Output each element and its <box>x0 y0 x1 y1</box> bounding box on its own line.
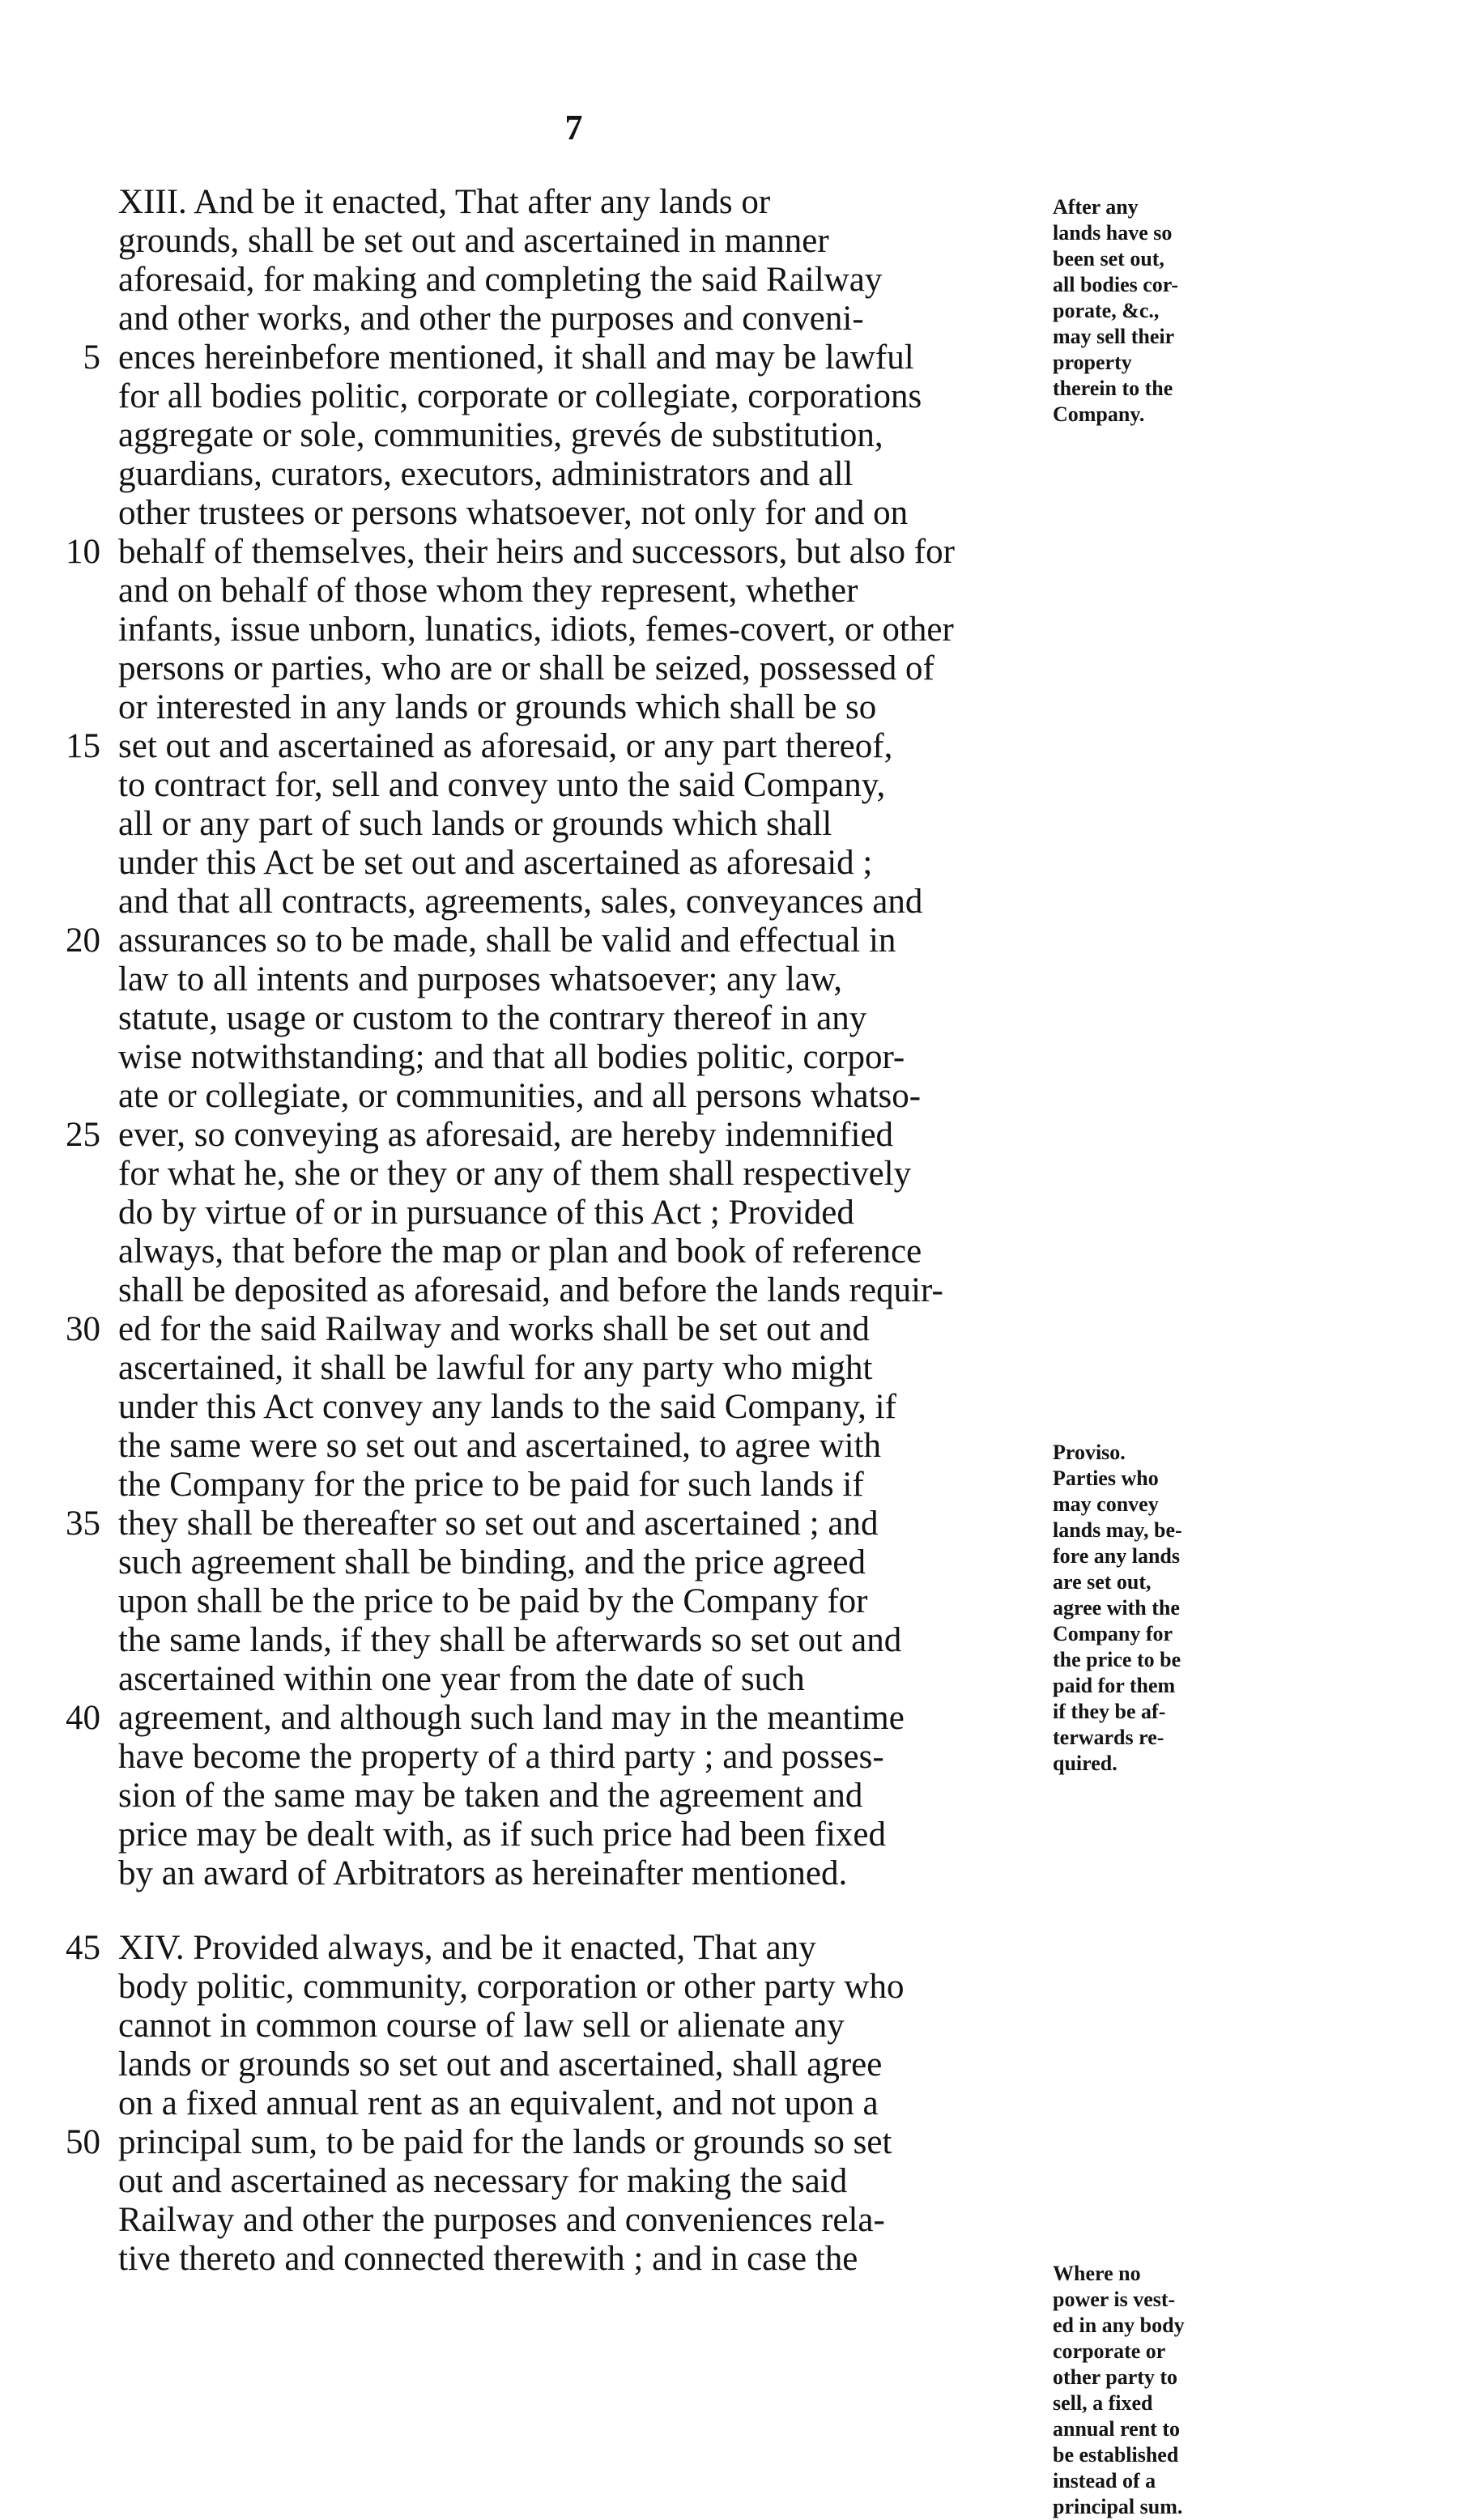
margin-note-line: Parties who <box>1053 1466 1159 1490</box>
text-line <box>118 2084 1037 2123</box>
line-text: have become the property of a third party ; and posses- <box>118 1738 884 1776</box>
line-text: persons or parties, who are or shall be seized, possessed of <box>118 649 934 687</box>
text-line <box>118 1466 1037 1505</box>
margin-note-line: ed in any body <box>1053 2314 1185 2337</box>
text-line <box>118 261 1037 300</box>
line-number: 45 <box>66 1929 100 1967</box>
line-number: 25 <box>66 1116 100 1154</box>
line-text: the same lands, if they shall be afterwards so set out and <box>118 1621 902 1659</box>
line-text: and other works, and other the purposes and conveni- <box>118 300 864 338</box>
text-line <box>118 2045 1037 2084</box>
text-line <box>118 300 1037 338</box>
line-number: 15 <box>66 727 100 765</box>
text-line <box>66 1116 1037 1155</box>
line-text: lands or grounds so set out and ascertained, shall agree <box>118 2045 883 2084</box>
margin-note <box>1053 2261 1185 2520</box>
margin-note-line: power is vest- <box>1053 2288 1176 2311</box>
text-line <box>66 2123 1037 2162</box>
text-line <box>118 999 1037 1038</box>
text-line <box>118 844 1037 883</box>
line-text: aggregate or sole, communities, grevés de substitution, <box>118 416 883 454</box>
text-line <box>66 1699 1037 1738</box>
text-line <box>118 1194 1037 1232</box>
line-text: ed for the said Railway and works shall be set out and <box>118 1310 870 1348</box>
line-text: out and ascertained as necessary for making the said <box>118 2162 848 2200</box>
line-text: infants, issue unborn, lunatics, idiots, femes-covert, or other <box>118 611 954 649</box>
line-text: set out and ascertained as aforesaid, or any part thereof, <box>118 727 893 765</box>
text-line <box>118 416 1037 455</box>
margin-note-line: Proviso. <box>1053 1441 1126 1464</box>
line-text: or interested in any lands or grounds which shall be so <box>118 688 877 726</box>
line-text: wise notwithstanding; and that all bodies politic, corpor- <box>118 1038 905 1076</box>
line-text: law to all intents and purposes whatsoever; any law, <box>118 960 843 998</box>
text-line <box>66 1310 1037 1349</box>
text-line <box>118 1232 1037 1271</box>
line-number: 20 <box>66 922 100 960</box>
line-text: XIV. Provided always, and be it enacted, That any <box>118 1929 816 1967</box>
line-text: XIII. And be it enacted, That after any lands or <box>118 183 771 221</box>
line-text: sion of the same may be taken and the agreement and <box>118 1777 863 1815</box>
margin-note-line: therein to the <box>1053 377 1173 400</box>
text-line <box>118 1077 1037 1116</box>
text-line <box>118 2201 1037 2240</box>
text-line <box>118 1816 1037 1854</box>
text-line <box>118 1854 1037 1893</box>
line-text: for all bodies politic, corporate or collegiate, corporations <box>118 377 922 415</box>
line-text: body politic, community, corporation or other party who <box>118 1968 905 2006</box>
text-line <box>83 338 1037 377</box>
line-text: for what he, she or they or any of them shall respectively <box>118 1155 912 1193</box>
text-line <box>118 1968 1037 2007</box>
line-text: guardians, curators, executors, administrators and all <box>118 455 854 493</box>
text-line <box>118 1427 1037 1466</box>
margin-note-line: lands have so <box>1053 221 1173 245</box>
margin-note-line: annual rent to <box>1053 2417 1180 2441</box>
margin-note-line: all bodies cor- <box>1053 273 1179 296</box>
text-line <box>118 1038 1037 1077</box>
line-text: do by virtue of or in pursuance of this Act ; Provided <box>118 1194 854 1232</box>
line-text: the Company for the price to be paid for such lands if <box>118 1466 864 1504</box>
text-line <box>66 533 1037 572</box>
text-line <box>118 1738 1037 1777</box>
line-text: ascertained, it shall be lawful for any party who might <box>118 1349 873 1387</box>
line-text: to contract for, sell and convey unto the said Company, <box>118 766 886 804</box>
line-number: 40 <box>66 1699 100 1737</box>
line-text: and that all contracts, agreements, sales, conveyances and <box>118 883 923 921</box>
line-text: ences hereinbefore mentioned, it shall and may be lawful <box>118 338 914 377</box>
text-line <box>118 1777 1037 1816</box>
section-gap <box>118 1893 1037 1929</box>
text-line <box>66 1505 1037 1543</box>
line-text: cannot in common course of law sell or alienate any <box>118 2007 845 2045</box>
line-text: agreement, and although such land may in the meantime <box>118 1699 905 1737</box>
line-text: by an award of Arbitrators as hereinafter mentioned. <box>118 1854 848 1892</box>
text-line <box>118 2240 1037 2279</box>
margin-note-line: Company for <box>1053 1622 1173 1645</box>
margin-note-line: may convey <box>1053 1492 1159 1516</box>
text-line <box>118 1543 1037 1582</box>
line-text: price may be dealt with, as if such price had been fixed <box>118 1816 887 1854</box>
line-number: 30 <box>66 1310 100 1348</box>
text-line <box>66 922 1037 960</box>
margin-note-line: corporate or <box>1053 2339 1166 2363</box>
line-text: tive thereto and connected therewith ; and in case the <box>118 2240 858 2278</box>
margin-note-line: fore any lands <box>1053 1544 1180 1568</box>
text-line <box>118 766 1037 805</box>
text-line <box>118 183 1037 222</box>
line-text: under this Act convey any lands to the said Company, if <box>118 1388 896 1426</box>
line-text: grounds, shall be set out and ascertained in manner <box>118 222 829 260</box>
text-line <box>118 688 1037 727</box>
line-text: on a fixed annual rent as an equivalent, and not upon a <box>118 2084 879 2122</box>
margin-note-line: principal sum. <box>1053 2495 1183 2518</box>
text-line <box>118 1582 1037 1621</box>
line-text: always, that before the map or plan and book of reference <box>118 1232 922 1271</box>
line-text: behalf of themselves, their heirs and successors, but also for <box>118 533 955 571</box>
line-text: principal sum, to be paid for the lands or grounds so set <box>118 2123 892 2161</box>
text-line <box>118 1271 1037 1310</box>
text-line <box>118 1621 1037 1660</box>
line-text: they shall be thereafter so set out and ascertained ; and <box>118 1505 879 1543</box>
margin-note-line: lands may, be- <box>1053 1518 1182 1542</box>
line-text: assurances so to be made, shall be valid and effectual in <box>118 922 896 960</box>
line-text: Railway and other the purposes and conveniences rela- <box>118 2201 885 2239</box>
line-text: statute, usage or custom to the contrary thereof in any <box>118 999 867 1037</box>
text-line <box>118 222 1037 261</box>
line-text: aforesaid, for making and completing the said Railway <box>118 261 883 299</box>
text-line <box>118 960 1037 999</box>
line-text: ever, so conveying as aforesaid, are hereby indemnified <box>118 1116 894 1154</box>
line-text: such agreement shall be binding, and the price agreed <box>118 1543 866 1581</box>
text-line <box>66 1929 1037 1968</box>
text-line <box>118 2007 1037 2045</box>
text-line <box>118 2162 1037 2201</box>
text-line <box>118 455 1037 494</box>
text-line <box>118 883 1037 922</box>
margin-note-line: sell, a fixed <box>1053 2391 1153 2415</box>
text-line <box>118 1155 1037 1194</box>
line-number: 35 <box>66 1505 100 1543</box>
text-line <box>118 805 1037 844</box>
margin-note-line: be established <box>1053 2443 1179 2467</box>
line-number: 5 <box>83 338 100 377</box>
margin-note-line: instead of a <box>1053 2469 1156 2492</box>
text-line <box>118 572 1037 611</box>
text-line <box>66 727 1037 766</box>
line-text: all or any part of such lands or grounds which shall <box>118 805 832 843</box>
margin-note-line: may sell their <box>1053 325 1175 348</box>
text-line <box>118 1660 1037 1699</box>
margin-note-line: porate, &c., <box>1053 299 1160 322</box>
line-number: 50 <box>66 2123 100 2161</box>
line-text: shall be deposited as aforesaid, and before the lands requir- <box>118 1271 943 1309</box>
margin-note-line: are set out, <box>1053 1570 1152 1594</box>
text-line <box>118 611 1037 649</box>
margin-note-line: if they be af- <box>1053 1700 1166 1723</box>
page-number: 7 <box>564 108 583 147</box>
line-text: under this Act be set out and ascertained as aforesaid ; <box>118 844 873 882</box>
line-number: 10 <box>66 533 100 571</box>
margin-note-line: quired. <box>1053 1752 1118 1775</box>
margin-note <box>1053 194 1178 428</box>
text-line <box>118 1388 1037 1427</box>
margin-note-line: been set out, <box>1053 247 1164 270</box>
margin-note-line: property <box>1053 351 1132 374</box>
text-line <box>118 494 1037 533</box>
margin-note-line: agree with the <box>1053 1596 1180 1620</box>
line-text: and on behalf of those whom they represent, whether <box>118 572 858 610</box>
text-line <box>118 649 1037 688</box>
text-line <box>118 377 1037 416</box>
margin-note-line: Where no <box>1053 2262 1141 2285</box>
margin-note <box>1053 1440 1182 1777</box>
margin-note-line: After any <box>1053 195 1139 219</box>
line-text: ate or collegiate, or communities, and all persons whatso- <box>118 1077 922 1115</box>
line-text: other trustees or persons whatsoever, not only for and on <box>118 494 909 532</box>
margin-note-line: the price to be <box>1053 1648 1181 1671</box>
margin-note-line: other party to <box>1053 2365 1178 2389</box>
margin-note-line: terwards re- <box>1053 1726 1164 1749</box>
margin-note-line: paid for them <box>1053 1674 1176 1697</box>
line-text: the same were so set out and ascertained, to agree with <box>118 1427 882 1465</box>
line-text: upon shall be the price to be paid by the Company for <box>118 1582 868 1620</box>
body-text <box>66 183 1037 2279</box>
margin-note-line: Company. <box>1053 402 1145 426</box>
text-line <box>118 1349 1037 1388</box>
line-text: ascertained within one year from the date of such <box>118 1660 805 1698</box>
